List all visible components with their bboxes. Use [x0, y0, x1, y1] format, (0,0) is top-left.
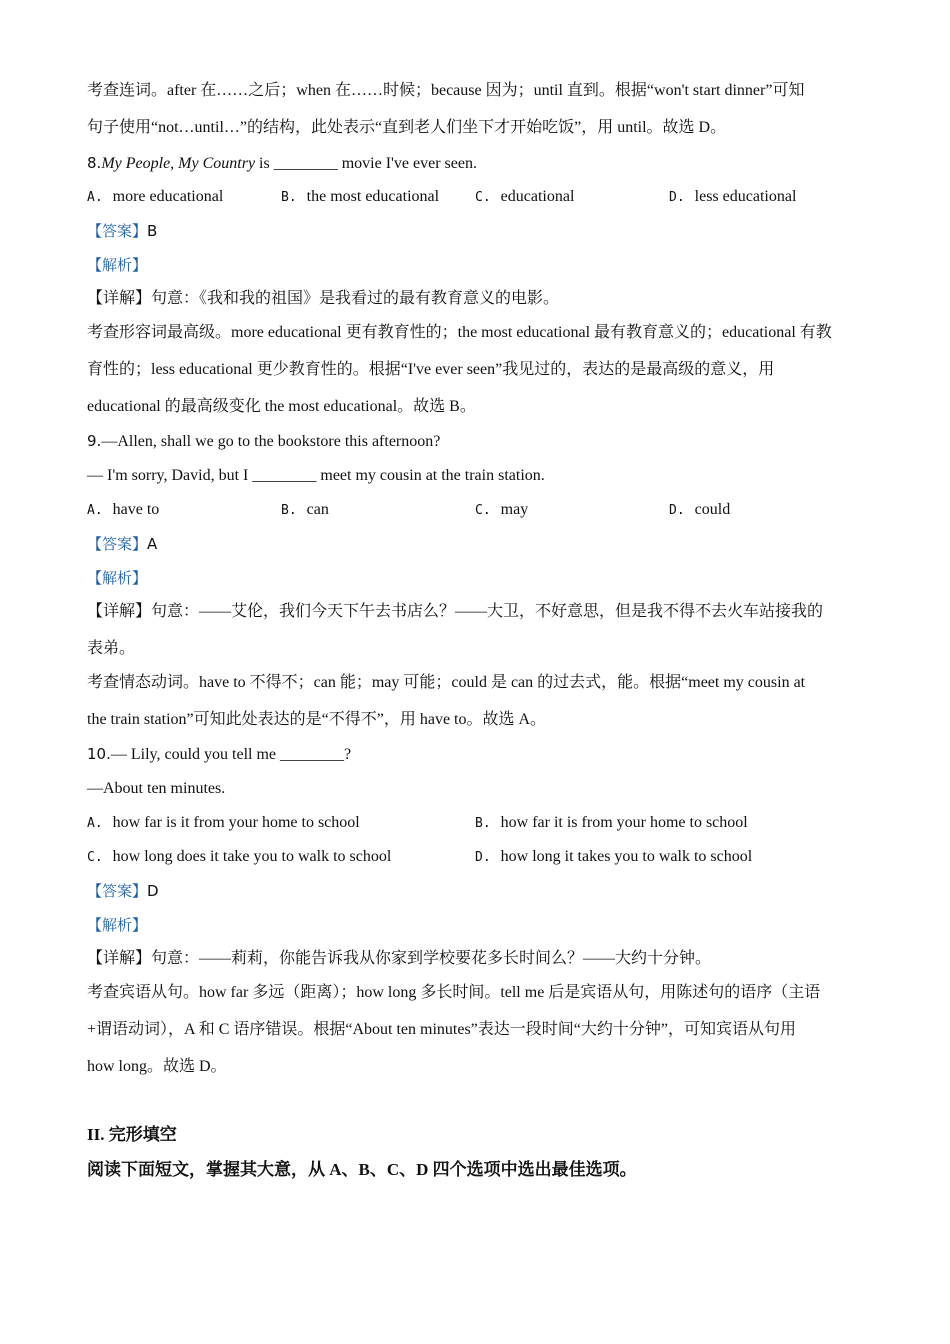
q9-explanation-1: 考查情态动词。have to 不得不；can 能；may 可能；could 是 can 的过去式，能。根据“meet my cousin at [87, 674, 806, 691]
option-letter: D. [669, 190, 685, 205]
q8-answer [87, 220, 157, 243]
detail-label: 【详解】 [87, 950, 152, 967]
option-text: less educational [694, 188, 797, 205]
option-letter: A. [87, 816, 103, 831]
question-9-stem-1 [87, 430, 440, 453]
option-text: could [694, 501, 731, 518]
q8-explanation-3: educational 的最高级变化 the most educational。故选 B。 [87, 398, 476, 415]
option-text: how far it is from your home to school [500, 814, 748, 831]
prev-explanation-line-2: 句子使用“not…until…”的结构，此处表示“直到老人们坐下才开始吃饭”，用 until。故选 D。 [87, 119, 727, 136]
q9-option-c [475, 499, 528, 522]
section-title: II. 完形填空 [87, 1125, 177, 1144]
option-letter: D. [669, 503, 685, 518]
question-10-stem-1 [87, 743, 351, 766]
detail-text: 句意：——莉莉，你能告诉我从你家到学校要花多长时间么？——大约十分钟。 [151, 950, 712, 967]
q8-detail [87, 288, 559, 310]
answer-value: D [147, 882, 159, 900]
analysis-label: 【解析】 [87, 569, 148, 587]
analysis-label: 【解析】 [87, 916, 148, 934]
q9-detail-1 [87, 601, 823, 623]
option-letter: D. [475, 850, 491, 865]
option-letter: B. [475, 816, 491, 831]
option-text: how long it takes you to walk to school [500, 848, 753, 865]
detail-text: 句意：《我和我的祖国》是我看过的最有教育意义的电影。 [151, 290, 560, 307]
option-letter: C. [475, 190, 491, 205]
q10-detail [87, 948, 711, 970]
option-text: can [306, 501, 329, 518]
analysis-label: 【解析】 [87, 256, 148, 274]
detail-text: 句意：——艾伦，我们今天下午去书店么？——大卫，不好意思，但是我不得不去火车站接我的 [151, 603, 824, 620]
question-9-stem-2: — I'm sorry, David, but I ________ meet my cousin at the train station. [87, 467, 545, 484]
option-letter: C. [87, 850, 103, 865]
answer-label: 【答案】 [87, 222, 148, 240]
q10-explanation-3: how long。故选 D。 [87, 1058, 227, 1075]
option-text: how long does it take you to walk to school [112, 848, 392, 865]
answer-value: A [147, 535, 158, 553]
q10-explanation-2: +谓语动词），A 和 C 语序错误。根据“About ten minutes”表达一段时间“大约十分钟”，可知宾语从句用 [87, 1021, 796, 1038]
q9-explanation-2: the train station”可知此处表达的是“不得不”，用 have to。故选 A。 [87, 711, 547, 728]
question-8-stem [87, 152, 477, 175]
q8-explanation-2: 育性的；less educational 更少教育性的。根据“I've ever seen”我见过的，表达的是最高级的意义，用 [87, 361, 775, 378]
answer-value: B [147, 222, 158, 240]
q8-option-c [475, 186, 574, 209]
answer-label: 【答案】 [87, 882, 148, 900]
q10-explanation-1: 考查宾语从句。how far 多远（距离）；how long 多长时间。tell me 后是宾语从句，用陈述句的语序（主语 [87, 984, 821, 1001]
q9-detail-2: 表弟。 [87, 640, 136, 657]
q8-analysis [87, 254, 147, 277]
q10-option-a [87, 812, 360, 835]
option-letter: A. [87, 503, 103, 518]
question-10-stem-2: —About ten minutes. [87, 780, 226, 797]
q10-option-d [475, 846, 752, 869]
q8-explanation-1: 考查形容词最高级。more educational 更有教育性的；the most educational 最有教育意义的；educational 有教 [87, 324, 832, 341]
q8-option-b [281, 186, 439, 209]
option-text: may [500, 501, 529, 518]
detail-label: 【详解】 [87, 290, 152, 307]
q9-option-a [87, 499, 159, 522]
q10-option-b [475, 812, 748, 835]
q8-option-d [669, 186, 796, 209]
q8-option-a [87, 186, 223, 209]
question-number: 8. [87, 154, 102, 172]
option-text: the most educational [306, 188, 440, 205]
q9-answer [87, 533, 157, 556]
q10-answer [87, 880, 159, 903]
question-stem-text: —Allen, shall we go to the bookstore this afternoon? [101, 433, 441, 450]
q10-option-c [87, 846, 391, 869]
option-text: more educational [112, 188, 224, 205]
option-letter: A. [87, 190, 103, 205]
prev-explanation-line-1: 考查连词。after 在……之后；when 在……时候；because 因为；until 直到。根据“won't start dinner”可知 [87, 82, 805, 99]
option-text: how far is it from your home to school [112, 814, 360, 831]
movie-title: My People, My Country [101, 155, 256, 172]
q10-analysis [87, 914, 147, 937]
detail-label: 【详解】 [87, 603, 152, 620]
q9-analysis [87, 567, 147, 590]
answer-label: 【答案】 [87, 535, 148, 553]
option-text: have to [112, 501, 160, 518]
q9-option-b [281, 499, 329, 522]
question-stem-text: — Lily, could you tell me ________? [110, 746, 352, 763]
option-letter: B. [281, 190, 297, 205]
q9-option-d [669, 499, 730, 522]
section-instruction: 阅读下面短文，掌握其大意，从 A、B、C、D 四个选项中选出最佳选项。 [87, 1160, 637, 1179]
question-stem-text: is ________ movie I've ever seen. [255, 155, 477, 172]
option-letter: C. [475, 503, 491, 518]
option-text: educational [500, 188, 575, 205]
question-number: 10. [87, 745, 111, 763]
option-letter: B. [281, 503, 297, 518]
question-number: 9. [87, 432, 102, 450]
